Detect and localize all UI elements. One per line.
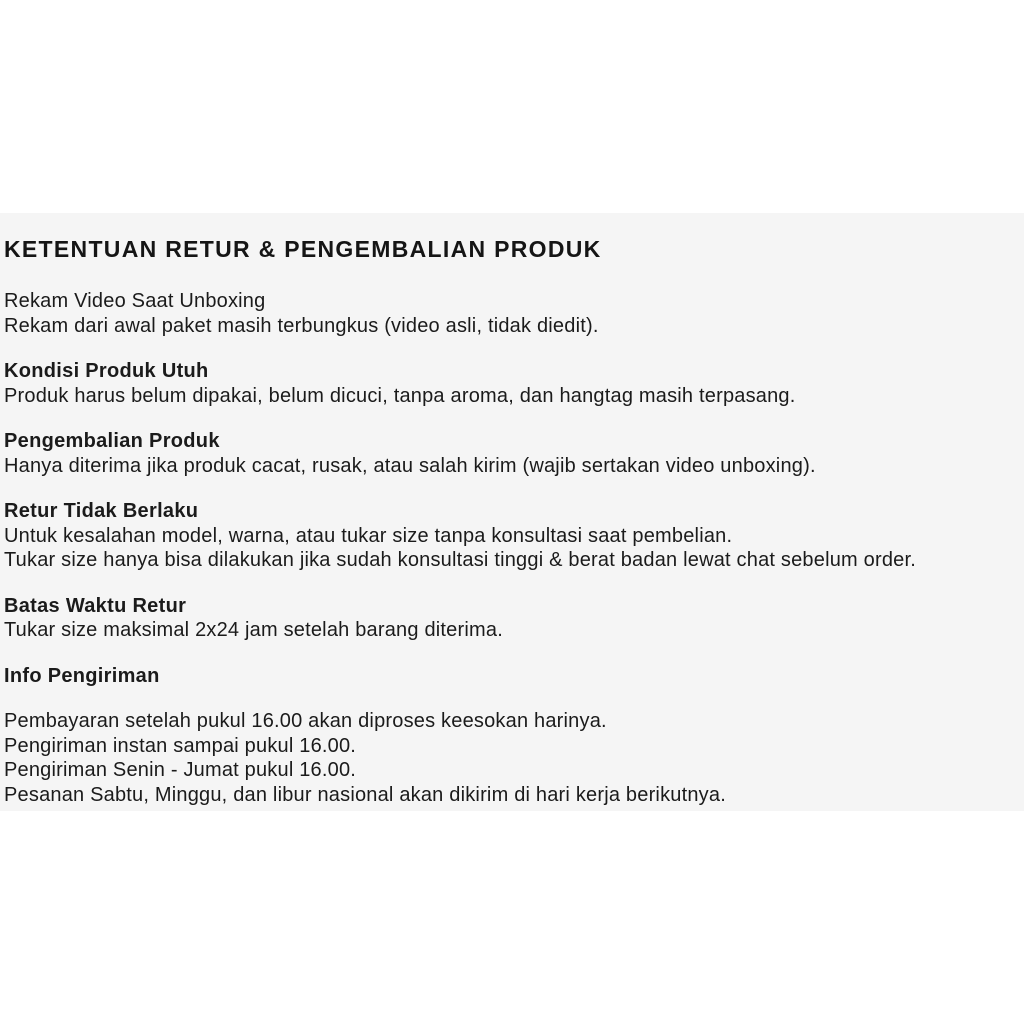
return-policy-panel: [0, 213, 1024, 811]
policy-section: [4, 359, 1020, 408]
section-heading: Batas Waktu Retur: [4, 594, 187, 617]
section-line: Rekam Video Saat Unboxing: [4, 290, 266, 312]
page-title: KETENTUAN RETUR & PENGEMBALIAN PRODUK: [4, 236, 602, 262]
section-line: Hanya diterima jika produk cacat, rusak, atau salah kirim (wajib sertakan video unboxing).: [4, 454, 816, 477]
section-line: Untuk kesalahan model, warna, atau tukar size tanpa konsultasi saat pembelian.: [4, 524, 733, 547]
policy-section: [4, 289, 1020, 338]
policy-section: [4, 594, 1020, 643]
policy-section: [4, 429, 1020, 478]
section-line: Rekam dari awal paket masih terbungkus (video asli, tidak diedit).: [4, 314, 599, 337]
policy-section: [4, 709, 1020, 807]
section-heading: Info Pengiriman: [4, 664, 160, 687]
section-line: Pembayaran setelah pukul 16.00 akan diproses keesokan harinya.: [4, 710, 607, 732]
section-heading: Pengembalian Produk: [4, 430, 220, 452]
section-line: Tukar size hanya bisa dilakukan jika sudah konsultasi tinggi & berat badan lewat chat sebelum order.: [4, 549, 917, 571]
section-line: Tukar size maksimal 2x24 jam setelah barang diterima.: [4, 619, 503, 641]
section-heading: Kondisi Produk Utuh: [4, 360, 209, 382]
section-line: Pesanan Sabtu, Minggu, dan libur nasional akan dikirim di hari kerja berikutnya.: [4, 783, 726, 806]
policy-section: [4, 664, 1020, 689]
section-line: Pengiriman Senin - Jumat pukul 16.00.: [4, 759, 357, 781]
section-line: Pengiriman instan sampai pukul 16.00.: [4, 734, 357, 757]
section-heading: Retur Tidak Berlaku: [4, 500, 199, 522]
policy-sections: [4, 289, 1020, 807]
policy-section: [4, 499, 1020, 573]
section-line: Produk harus belum dipakai, belum dicuci, tanpa aroma, dan hangtag masih terpasang.: [4, 384, 796, 407]
